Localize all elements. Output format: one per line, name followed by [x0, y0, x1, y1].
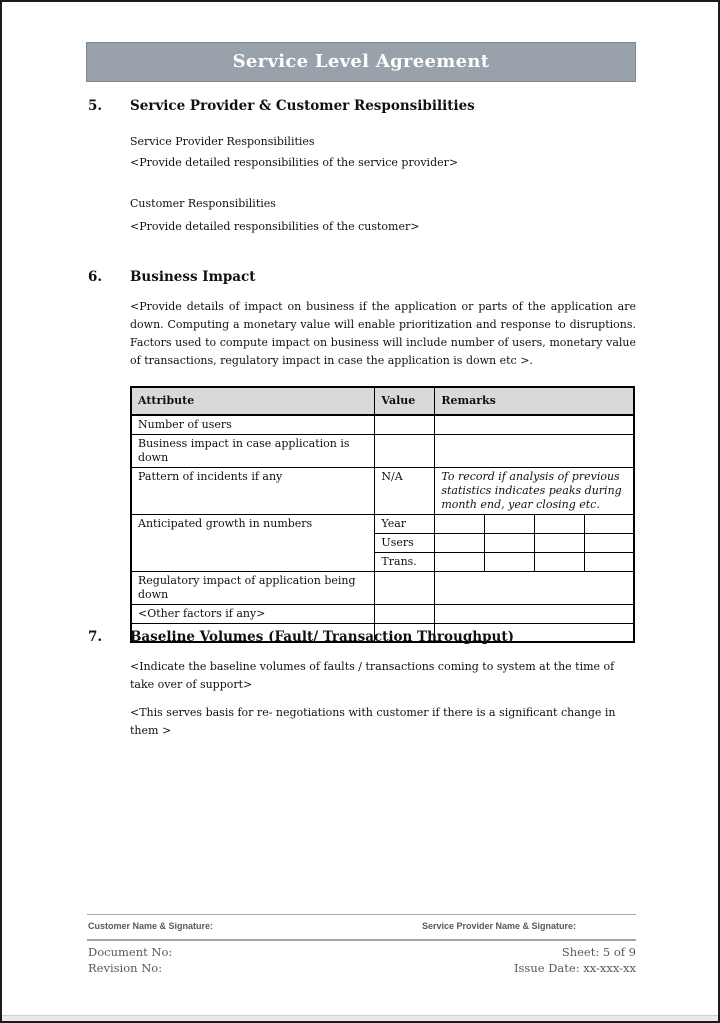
footer-divider-top	[87, 914, 636, 915]
header-attribute: Attribute	[131, 387, 375, 415]
footer-document-row	[88, 945, 636, 959]
table-cell-empty	[534, 534, 584, 553]
business-impact-table	[130, 386, 635, 643]
header-remarks: Remarks	[435, 387, 634, 415]
document-title-bar	[86, 42, 636, 82]
provider-signature-label: Service Provider Name & Signature:	[422, 921, 577, 931]
value-na: N/A	[375, 468, 435, 515]
footer-divider-bottom	[87, 939, 636, 941]
table-cell-empty	[485, 534, 535, 553]
section-6-heading	[88, 269, 636, 285]
issue-date: Issue Date: xx-xxx-xx	[513, 961, 636, 975]
baseline-volumes-paragraph-1: <Indicate the baseline volumes of faults / transactions coming to system at the time of take over of support>	[130, 660, 615, 691]
table-cell-empty	[435, 435, 634, 468]
section-5-number: 5.	[88, 98, 103, 114]
section-7-title: Baseline Volumes (Fault/ Transaction Throughput)	[130, 629, 514, 645]
document-title: Service Level Agreement	[232, 51, 490, 72]
table-row	[131, 415, 634, 435]
attribute-anticipated-growth: Anticipated growth in numbers	[131, 515, 375, 572]
table-cell-empty	[375, 415, 435, 435]
table-cell-empty	[485, 553, 535, 572]
table-row	[131, 605, 634, 624]
table-cell-empty	[435, 515, 485, 534]
section-6-title: Business Impact	[130, 269, 256, 285]
section-7-number: 7.	[88, 629, 103, 645]
table-cell-empty	[435, 553, 485, 572]
table-cell-empty	[485, 515, 535, 534]
attribute-business-impact: Business impact in case application is down	[131, 435, 375, 468]
table-cell-empty	[584, 534, 634, 553]
footer-revision-row	[88, 961, 636, 975]
baseline-volumes-paragraph-2: <This serves basis for re- negotiations with customer if there is a significant change in them >	[130, 706, 616, 737]
table-cell-empty	[584, 553, 634, 572]
table-row	[131, 468, 634, 515]
table-cell-empty	[375, 435, 435, 468]
provider-responsibilities-placeholder: <Provide detailed responsibilities of the service provider>	[130, 156, 459, 169]
business-impact-paragraph: <Provide details of impact on business if the application or parts of the application are down. Computing a monetary value will enable prioritization and response to disruptions. Factors used to compute impact on business will include number of users, monetary value of transactions, regulatory impact in case the application is down etc >.	[130, 300, 636, 367]
table-cell-empty	[375, 572, 435, 605]
customer-signature-label: Customer Name & Signature:	[88, 921, 214, 931]
attribute-pattern-of-incidents: Pattern of incidents if any	[131, 468, 375, 515]
sheet-number: Sheet: 5 of 9	[561, 945, 636, 959]
table-cell-empty	[435, 605, 634, 624]
subrow-label-year: Year	[375, 515, 435, 534]
table-cell-empty	[435, 534, 485, 553]
table-cell-empty	[435, 572, 634, 605]
table-cell-empty	[435, 415, 634, 435]
table-cell-empty	[534, 553, 584, 572]
section-7-heading	[88, 629, 636, 645]
signature-labels-row	[88, 921, 636, 931]
section-5-heading	[88, 98, 636, 114]
table-cell-empty	[375, 605, 435, 624]
customer-responsibilities-placeholder: <Provide detailed responsibilities of the customer>	[130, 220, 420, 233]
attribute-number-of-users: Number of users	[131, 415, 375, 435]
provider-responsibilities-subheading: Service Provider Responsibilities	[130, 135, 315, 148]
table-row	[131, 572, 634, 605]
table-header-row	[131, 387, 634, 415]
revision-no-label: Revision No:	[88, 961, 163, 975]
subrow-label-users: Users	[375, 534, 435, 553]
table-row	[131, 515, 634, 534]
attribute-other-factors: <Other factors if any>	[131, 605, 375, 624]
document-no-label: Document No:	[88, 945, 173, 959]
remarks-pattern-of-incidents: To record if analysis of previous statistics indicates peaks during month end, year closing etc.	[435, 468, 634, 515]
table-cell-empty	[534, 515, 584, 534]
subrow-label-trans: Trans.	[375, 553, 435, 572]
attribute-regulatory-impact: Regulatory impact of application being down	[131, 572, 375, 605]
customer-responsibilities-subheading: Customer Responsibilities	[130, 197, 276, 210]
table-cell-empty	[584, 515, 634, 534]
section-6-number: 6.	[88, 269, 103, 285]
section-5-title: Service Provider & Customer Responsibilities	[130, 98, 475, 114]
page-bottom-edge	[2, 1015, 718, 1021]
header-value: Value	[375, 387, 435, 415]
table-row	[131, 435, 634, 468]
